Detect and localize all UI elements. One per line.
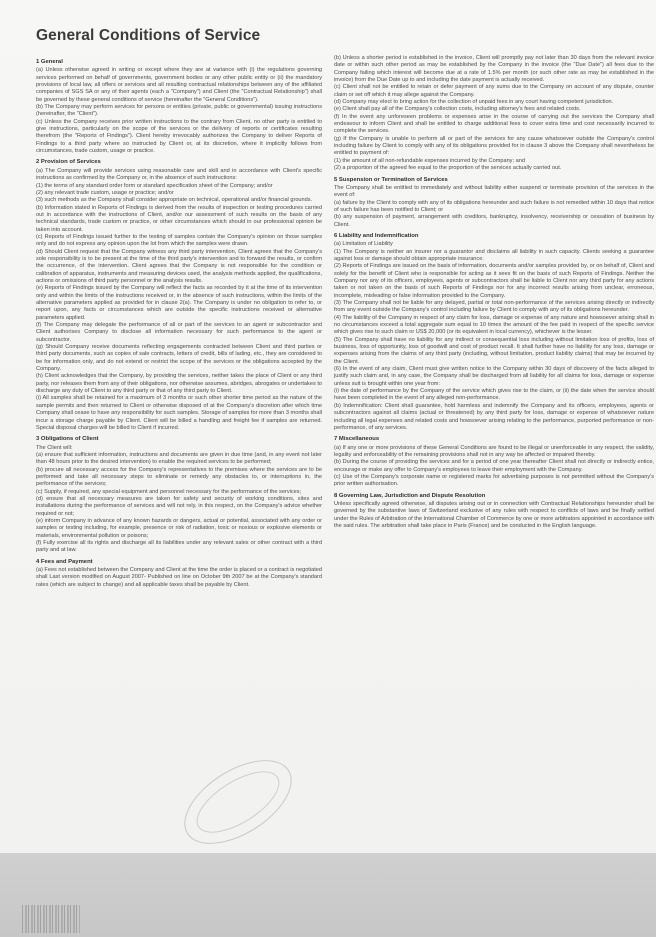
section-paragraph: (e) Reports of Findings issued by the Company will reflect the facts as recorded by it at the time of its intervention only and within the limits of the instructions received or, in the absence of such instructions, within the limits of the alternative parameters applied as provided for in clause 2(a). The Company is under no obligation to refer to, or report upon, any facts or circumstances which are outside the specific instructions received or alternative parameters applied. [36,285,322,321]
section-heading: 5 Suspension or Termination of Services [334,176,448,183]
section-paragraph: (b) During the course of providing the services and for a period of one year thereafter Client shall not directly or indirectly entice, encourage or make any offer to Company's employees to leave their employment with the Company. [334,459,654,473]
section-paragraph: (i) All samples shall be retained for a maximum of 3 months or such other shorter time period as the nature of the sample permits and then returned to Client or otherwise disposed of at the Company's discretion after which time Company shall cease to have any responsibility for such samples. Storage of samples for more than 3 months shall incur a storage charge payable by Client. Client will be billed a handling and freight fee if samples are returned. Special disposal charges will be billed to Client if incurred. [36,395,322,431]
section-paragraph: (3) such methods as the Company shall consider appropriate on technical, operational and/or financial grounds. [36,197,313,204]
section-paragraph: (c) Unless the Company receives prior written instructions to the contrary from Client, no other party is entitled to give instructions, particularly on the scope of the services or the delivery of reports or certificates resulting therefrom (the "Reports of Findings"). Client hereby irrevocably authorizes the Company to deliver Reports of Findings to a third party where so instructed by Client or, at its discretion, where it implicitly follows from circumstances, trade custom, usage or practice. [36,118,322,155]
section-paragraph: (1) the terms of any standard order form or standard specification sheet of the Company; and/or [36,182,273,189]
section-paragraph: (f) Fully exercise all its rights and discharge all its liabilities under any relevant sales or other contract with a third party and at law. [36,540,322,554]
section-paragraph: (a) ensure that sufficient information, instructions and documents are given in due time (and, in any event not later than 48 hours prior to the desired intervention) to enable the required services to be performed; [36,451,322,466]
section-paragraph: (d) Should Client request that the Company witness any third party intervention, Client agrees that the Company's sole responsibility is to be present at the time of the third party's intervention and to forward the results, or confirm the occurrence, of the intervention. Client agrees that the Company is not responsible for the condition or calibration of apparatus, instruments and measuring devices used, the analysis methods applied, the qualifications, actions or omissions of third party personnel or the analysis results. [36,248,322,284]
section-paragraph: (c) Reports of Findings issued further to the testing of samples contain the Company's opinion on those samples only and do not express any opinion upon the lot from which the samples were drawn. [36,233,322,248]
section-paragraph: (1) The Company is neither an insurer nor a guarantor and disclaims all liability in such capacity. Clients seeking a guarantee against loss or damage should obtain appropriate insurance. [334,248,654,262]
section-heading: 3 Obligations of Client [36,436,99,443]
section-heading: 1 General [36,59,63,65]
section-heading: 2 Provision of Services [36,159,101,166]
section-paragraph: (2) Reports of Findings are issued on the basis of information, documents and/or samples provided by, or on behalf of, Client and solely for the benefit of Client who is responsible for acting as it sees fit on the basis of such Reports of Findings. Neither the Company nor any of its officers, employees, agents or subcontractors shall be liable to Client nor any third party for any actions taken or not taken on the basis of such Reports of Findings nor for any incorrect results arising from unclear, erroneous, incomplete, misleading or false information provided to the Company. [334,263,654,299]
right-column [334,55,654,530]
section-paragraph: (5) The Company shall have no liability for any indirect or consequential loss including without limitation loss of profits, loss of business, loss of opportunity, loss of goodwill and cost of product recall. It shall further have no liability for any loss, damage or expenses arising from the claims of any third party (including, without limitation, product liability claims) that may be incurred by the Client. [334,336,654,365]
section-paragraph: The Client will: [36,444,73,451]
section-paragraph: (b) The Company may perform services for persons or entities (private, public or governmental) issuing instructions (hereinafter, the "Client"). [36,104,322,118]
section-paragraph: (b) Unless a shorter period is established in the invoice, Client will promptly pay not later than 30 days from the relevant invoice date or within such other period as may be established by the Company in the invoice (the "Due Date") all fees due to the Company failing which interest will become due at a rate of 1.5% per month (or such other rate as may be established in the invoice) from the Due Date up to and including the date payment is actually received. [334,55,654,84]
section-paragraph: (f) In the event any unforeseen problems or expenses arise in the course of carrying out the services the Company shall endeavour to inform Client and shall be entitled to charge additional fees to cover extra time and cost necessarily incurred to complete the services. [334,113,654,135]
section-paragraph: (a) Limitation of Liability [334,241,393,248]
section-heading: 7 Miscellaneous [334,436,380,443]
section-paragraph: (b) Information stated in Reports of Findings is derived from the results of inspection or testing procedures carried out in accordance with the instructions of Client, and/or our assessment of such results on the basis of any technical standards, trade custom or practice, or other circumstances which should in our professional opinion be taken into account. [36,204,322,233]
section-paragraph: (a) The Company will provide services using reasonable care and skill and in accordance with Client's specific instructions as confirmed by the Company or, in the absence of such instructions: [36,167,322,182]
section-paragraph: (2) a proportion of the agreed fee equal to the proportion of the services actually carried out. [334,165,562,172]
section-heading: 4 Fees and Payment [36,558,93,565]
section-paragraph: (g) If the Company is unable to perform all or part of the services for any cause whatsoever outside the Company's control including failure by Client to comply with any of its obligations provided for in clause 3 above the Company shall nevertheless be entitled to payment of: [334,135,654,157]
section-paragraph: (a) Unless otherwise agreed in writing or except where they are at variance with (i) the regulations governing services performed on behalf of governments, government bodies or any other public entity or (ii) the mandatory provisions of local law, all offers or services and all resulting contractual relationships between any of the affiliated companies of SGS SA or any of their agents (each a "Company") and Client (the "Contractual Relationship") shall be governed by these general conditions of service (hereinafter the "General Conditions"). [36,67,322,103]
section-paragraph: (a) If any one or more provisions of these General Conditions are found to be illegal or unenforceable in any respect, the validity, legality and enforceability of the remaining provisions shall not in any way be affected or impaired thereby. [334,444,654,458]
section-paragraph: (g) Should Company receive documents reflecting engagements contracted between Client and third parties or third party documents, such as copies of sale contracts, letters of credit, bills of lading, etc., they are considered to be for information only, and do not extend or restrict the scope of the services or the obligations accepted by the Company. [36,344,322,373]
section-paragraph: (4) The liability of the Company in respect of any claim for loss, damage or expense of any nature and howsoever arising shall in no circumstances exceed a total aggregate sum equal to 10 times the amount of the fee paid in respect of the specific service which gives rise to such claim or US$ 20,000 (or its equivalent in local currency), whichever is the lesser. [334,314,654,336]
section-heading: 8 Governing Law, Jurisdiction and Dispute Resolution [334,492,486,499]
section-paragraph: (b) procure all necessary access for the Company's representatives to the premises where the services are to be performed and take all necessary steps to eliminate or remedy any obstacles to, or interruptions in, the performance of the services; [36,466,322,488]
section-paragraph: (3) The Company shall not be liable for any delayed, partial or total non-performance of the services arising directly or indirectly from any event outside the Company's control including failure by Client to comply with any of its obligations hereunder. [334,300,654,314]
section-paragraph: (c) Client shall not be entitled to retain or defer payment of any sums due to the Company on account of any dispute, counter claim or set off which it may allege against the Company. [334,84,654,98]
section-paragraph: (c) Supply, if required, any special equipment and personnel necessary for the performance of the services; [36,488,302,495]
left-column [36,55,322,589]
section-paragraph: Unless specifically agreed otherwise, all disputes arising out or in connection with Contractual Relationships hereunder shall be governed by the substantive laws of Switzerland exclusive of any rules with respect to conflicts of laws and be finally settled under the Rules of Arbitration of the International Chamber of Commerce by one or more arbitrators appointed in accordance with the said rules. The arbitration shall take place in Paris (France) and be conducted in the English language. [334,500,654,529]
company-seal-inner-ring [187,759,289,844]
section-paragraph: (b) Indemnification: Client shall guarantee, hold harmless and indemnify the Company and its officers, employees, agents or subcontractors against all claims (actual or threatened) by any third party for loss, damage or expense of whatsoever nature including all legal expenses and related costs and howsoever arising relating to the performance, purported performance or non-performance, of any services. [334,402,654,431]
section-paragraph: (c) Use of the Company's corporate name or registered marks for advertising purposes is not permitted without the Company's prior written authorisation. [334,473,654,488]
section-paragraph: (f) The Company may delegate the performance of all or part of the services to an agent or subcontractor and Client authorises Company to disclose all information necessary for such performance to the agent or subcontractor. [36,322,322,343]
company-seal-stamp [170,743,306,861]
footer-band [0,853,656,937]
section-paragraph: (b) any suspension of payment, arrangement with creditors, bankruptcy, insolvency, receivership or cessation of business by Client. [334,214,654,228]
section-paragraph: (6) In the event of any claim, Client must give written notice to the Company within 30 days of discovery of the facts alleged to justify such claim and, in any case, the Company shall be discharged from all liability for all claims for loss, damage or expense unless suit is brought within one year from: [334,366,654,387]
section-paragraph: (d) Company may elect to bring action for the collection of unpaid fees in any court having competent jurisdiction. [334,99,614,106]
section-paragraph: (1) the amount of all non-refundable expenses incurred by the Company; and [334,157,525,164]
section-paragraph: (a) failure by the Client to comply with any of its obligations hereunder and such failure is not remedied within 10 days that notice of such failure has been notified to Client; or [334,199,654,213]
section-paragraph: (e) inform Company in advance of any known hazards or dangers, actual or potential, associated with any order or samples or testing including, for example, presence or risk of radiation, toxic or noxious or explosive elements or materials, environmental pollution or poisons; [36,517,322,539]
section-heading: 6 Liability and Indemnification [334,232,419,239]
section-paragraph: (a) Fees not established between the Company and Client at the time the order is placed or a contract is negotiated shall Last version modified on August 2007- Published on line on October 9th 2007 be at the Company's standard rates (which are subject to change) and all applicable taxes shall be payable by Client. [36,567,322,588]
section-paragraph: (d) ensure that all necessary measures are taken for safety and security of working conditions, sites and installations during the performance of services and will not rely, in this respect, on the Company's advice whether required or not; [36,495,322,517]
section-paragraph: (e) Client shall pay all of the Company's collection costs, including attorney's fees and related costs. [334,106,581,113]
section-paragraph: (h) Client acknowledges that the Company, by providing the services, neither takes the place of Client or any third party, nor releases them from any of their obligations, nor otherwise assumes, abridges, abrogates or undertakes to discharge any duty of Client to any third party or that of any third party to Client. [36,373,322,395]
barcode-mark [22,905,80,933]
section-paragraph: The Company shall be entitled to immediately and without liability either suspend or terminate provision of the services in the event of: [334,184,654,199]
section-paragraph: (2) any relevant trade custom, usage or practice; and/or [36,189,174,196]
section-paragraph: (i) the date of performance by the Company of the service which gives rise to the claim, or (ii) the date when the service should have been completed in the event of any alleged non-performance. [334,388,654,402]
document-title: General Conditions of Service [36,27,261,44]
